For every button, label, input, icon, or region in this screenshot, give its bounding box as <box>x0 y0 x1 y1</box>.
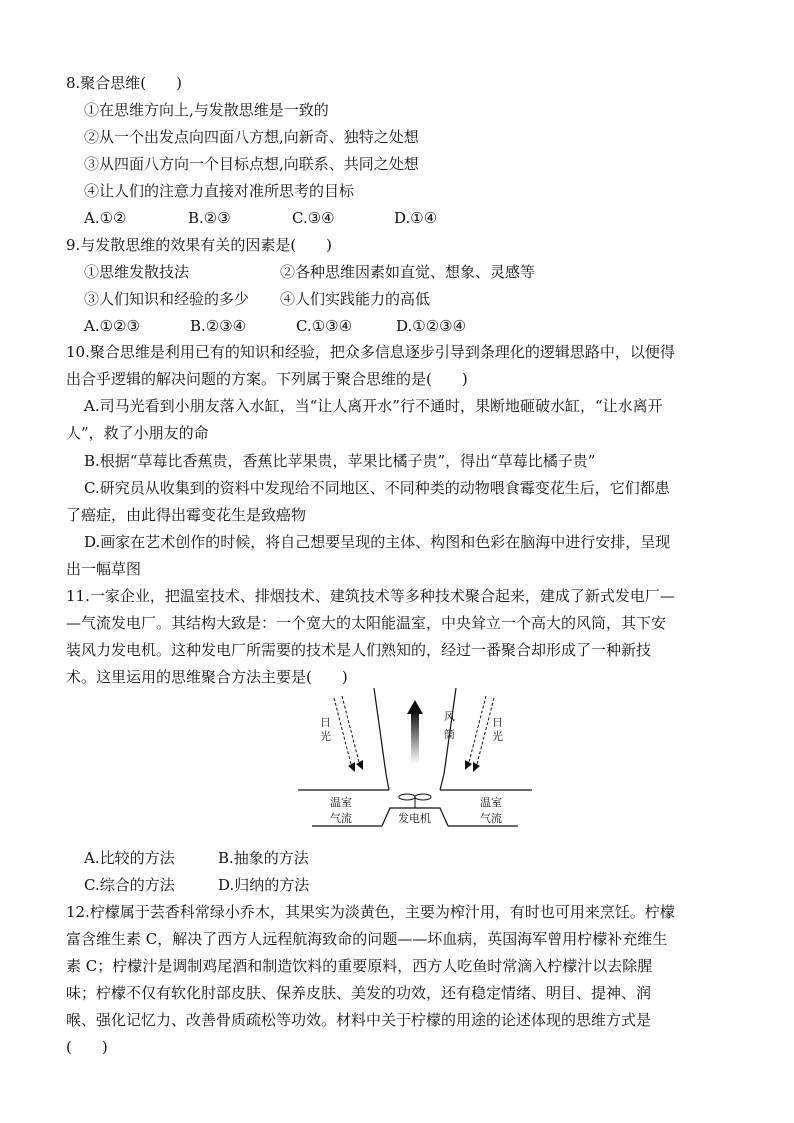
q8-item-2: ②从一个出发点向四面八方想,向新奇、独特之处想 <box>84 128 419 146</box>
q8-option-c[interactable]: C.③④ <box>292 209 335 227</box>
q8-option-b[interactable]: B.②③ <box>188 209 231 227</box>
airflow-power-plant-diagram <box>294 686 536 846</box>
sunlight-label-right-1: 日 <box>492 716 503 729</box>
q11-option-a[interactable]: A.比较的方法 <box>84 849 175 867</box>
q9-stem: 9.与发散思维的效果有关的因素是( ) <box>66 236 333 254</box>
q9-option-a[interactable]: A.①②③ <box>84 317 140 335</box>
q10-option-c-line-1[interactable]: C.研究员从收集到的资料中发现给不同地区、不同种类的动物喂食霉变花生后，它们都患 <box>84 479 670 497</box>
q8-item-3: ③从四面八方向一个目标点想,向联系、共同之处想 <box>84 155 419 173</box>
q10-option-c-line-2: 了癌症，由此得出霉变花生是致癌物 <box>66 506 307 524</box>
q10-option-a-line-2: 人”，救了小朋友的命 <box>66 424 209 442</box>
q12-line-1: 12.柠檬属于芸香科常绿小乔木，其果实为淡黄色，主要为榨汁用，有时也可用来烹饪。柠檬 <box>66 903 675 921</box>
sunlight-label-left-2: 光 <box>320 730 331 743</box>
q8-stem: 8.聚合思维( ) <box>66 74 183 92</box>
q12-line-3: 素 C；柠檬汁是调制鸡尾酒和制造饮料的重要原料，西方人吃鱼时常滴入柠檬汁以去除腥 <box>66 957 653 975</box>
q9-option-c[interactable]: C.①③④ <box>296 317 353 335</box>
q8-item-1: ①在思维方向上,与发散思维是一致的 <box>84 101 329 119</box>
generator-label: 发电机 <box>398 812 431 825</box>
q9-item-1: ①思维发散技法 <box>84 263 190 281</box>
sunlight-label-left-1: 日 <box>320 716 331 729</box>
greenhouse-label-right: 温室 <box>480 796 502 809</box>
q11-option-b[interactable]: B.抽象的方法 <box>218 849 309 867</box>
q10-option-a-line-1[interactable]: A.司马光看到小朋友落入水缸，当“让人离开水”行不通时，果断地砸破水缸，“让水离开 <box>84 397 663 415</box>
chimney-label-2: 筒 <box>444 728 455 741</box>
q11-options-row-2 <box>84 874 309 896</box>
q8-option-d[interactable]: D.①④ <box>394 209 438 227</box>
q10-option-b[interactable]: B.根据“草莓比香蕉贵，香蕉比苹果贵，苹果比橘子贵”，得出“草莓比橘子贵” <box>84 452 596 470</box>
q8-options <box>84 207 437 229</box>
q11-stem-line-3: 装风力发电机。这种发电厂所需要的技术是人们熟知的，经过一番聚合却形成了一种新技 <box>66 641 652 659</box>
q12-line-4: 味；柠檬不仅有软化肘部皮肤、保养皮肤、美发的功效，还有稳定情绪、明目、提神、润 <box>66 984 652 1002</box>
q10-stem-line-2: 出合乎逻辑的解决问题的方案。下列属于聚合思维的是( ) <box>66 370 468 388</box>
q9-options <box>84 315 466 337</box>
q12-line-6: ( ) <box>66 1038 108 1056</box>
q9-option-b[interactable]: B.②③④ <box>190 317 247 335</box>
q8-item-4: ④让人们的注意力直接对准所思考的目标 <box>84 182 355 200</box>
q9-option-d[interactable]: D.①②③④ <box>396 317 467 335</box>
airflow-label-right: 气流 <box>480 812 502 825</box>
q9-item-4: ④人们实践能力的高低 <box>280 290 431 308</box>
chimney-label-1: 风 <box>444 710 455 723</box>
q12-line-2: 富含维生素 C，解决了西方人远程航海致命的问题——坏血病，英国海军曾用柠檬补充维生 <box>66 930 668 948</box>
q11-options-row-1 <box>84 847 309 869</box>
q11-stem-line-1: 11.一家企业，把温室技术、排烟技术、建筑技术等多种技术聚合起来，建成了新式发电厂— <box>66 587 675 605</box>
q9-item-2: ②各种思维因素如直觉、想象、灵感等 <box>280 263 536 281</box>
q9-items-row-2 <box>84 288 430 310</box>
greenhouse-label-left: 温室 <box>330 796 352 809</box>
q9-items-row-1 <box>84 261 535 283</box>
q12-line-5: 喉、强化记忆力、改善骨质疏松等功效。材料中关于柠檬的用途的论述体现的思维方式是 <box>66 1011 652 1029</box>
q10-stem-line-1: 10.聚合思维是利用已有的知识和经验，把众多信息逐步引导到条理化的逻辑思路中，以便得 <box>66 343 675 361</box>
q11-stem-line-4: 术。这里运用的思维聚合方法主要是( ) <box>66 668 348 686</box>
airflow-label-left: 气流 <box>330 812 352 825</box>
sunlight-label-right-2: 光 <box>492 730 503 743</box>
q11-stem-line-2: —气流发电厂。其结构大致是：一个宽大的太阳能温室，中央耸立一个高大的风筒，其下安 <box>66 614 667 632</box>
q11-option-c[interactable]: C.综合的方法 <box>84 876 175 894</box>
q8-option-a[interactable]: A.①② <box>84 209 127 227</box>
q9-item-3: ③人们知识和经验的多少 <box>84 290 250 308</box>
q11-option-d[interactable]: D.归纳的方法 <box>218 876 310 894</box>
q10-option-d-line-1[interactable]: D.画家在艺术创作的时候，将自己想要呈现的主体、构图和色彩在脑海中进行安排，呈现 <box>84 533 671 551</box>
q10-option-d-line-2: 出一幅草图 <box>66 560 142 578</box>
